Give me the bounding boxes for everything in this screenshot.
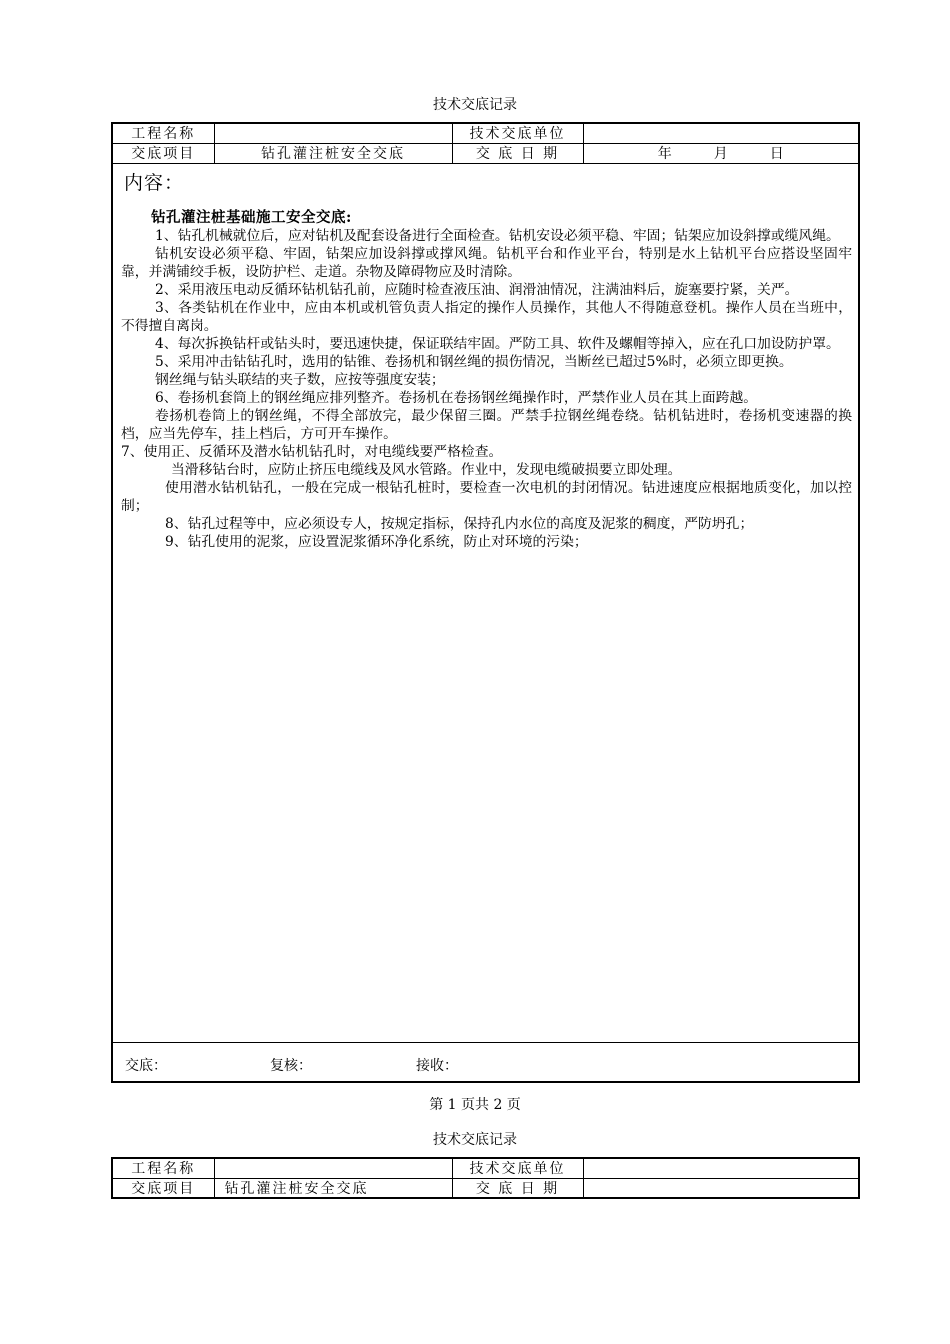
- project-name-label: 工程名称: [113, 124, 214, 144]
- date-label: 交 底 日 期: [452, 144, 583, 164]
- paragraph: 7、使用正、反循环及潜水钻机钻孔时，对电缆线要严格检查。: [121, 444, 503, 460]
- paragraph: 使用潜水钻机钻孔，一般在完成一根钻孔桩时，要检查一次电机的封闭情况。钻进速度应根据地质变化，加以控制；: [121, 480, 852, 514]
- paragraph: 卷扬机卷筒上的钢丝绳，不得全部放完，最少保留三圈。严禁手拉钢丝绳卷绕。钻机钻进时，卷扬机变速器的换档，应当先停车，挂上档后，方可开车操作。: [121, 408, 852, 442]
- page-number: 第 1 页共 2 页: [429, 1097, 521, 1113]
- paragraph: 钢丝绳与钻头联结的夹子数，应按等强度安装；: [155, 372, 445, 388]
- paragraph: 2、采用液压电动反循环钻机钻孔前，应随时检查液压油、润滑油情况，注满油料后，旋塞要拧紧，关严。: [155, 282, 799, 298]
- signature-row: [113, 1042, 858, 1081]
- date-value: [583, 1179, 858, 1199]
- unit-value: [583, 1159, 858, 1179]
- receive-label: 接收：: [416, 1058, 458, 1074]
- date-label: 交 底 日 期: [452, 1179, 583, 1199]
- review-label: 复核：: [270, 1058, 312, 1074]
- content-label: 内容：: [124, 172, 185, 194]
- paragraph: 3、各类钻机在作业中，应由本机或机管负责人指定的操作人员操作，其他人不得随意登机。操作人员在当班中，不得擅自离岗。: [121, 300, 852, 334]
- paragraph: 5、采用冲击钻钻孔时，选用的钻锥、卷扬机和钢丝绳的损伤情况，当断丝已超过5%时，必须立即更换。: [155, 354, 793, 370]
- paragraph: 1、钻孔机械就位后，应对钻机及配套设备进行全面检查。钻机安设必须平稳、牢固；钻架应加设斜撑或缆风绳。: [155, 228, 840, 244]
- unit-value: [583, 124, 858, 144]
- item-value: 钻孔灌注桩安全交底: [214, 1179, 452, 1199]
- disclosure-form: [111, 1157, 860, 1199]
- content-heading: 钻孔灌注桩基础施工安全交底:: [151, 209, 352, 226]
- paragraph: 4、每次拆换钻杆或钻头时，要迅速快捷，保证联结牢固。严防工具、软件及螺帽等掉入，应在孔口加设防护罩。: [155, 336, 840, 352]
- page-title: 技术交底记录: [433, 97, 517, 113]
- paragraph: 8、钻孔过程等中，应必须设专人，按规定指标，保持孔内水位的高度及泥浆的稠度，严防坍孔；: [165, 516, 754, 532]
- project-name-value: [214, 124, 452, 144]
- project-name-label: 工程名称: [113, 1159, 214, 1179]
- item-label: 交底项目: [113, 1179, 214, 1199]
- item-value: 钻孔灌注桩安全交底: [214, 144, 452, 164]
- content-area: [113, 165, 858, 1041]
- paragraph: 9、钻孔使用的泥浆，应设置泥浆循环净化系统，防止对环境的污染；: [165, 534, 588, 550]
- paragraph: 钻机安设必须平稳、牢固，钻架应加设斜撑或撑风绳。钻机平台和作业平台，特别是水上钻机平台应搭设坚固牢靠，并满铺绞手板，设防护栏、走道。杂物及障碍物应及时清除。: [121, 246, 852, 280]
- paragraph: 6、卷扬机套筒上的钢丝绳应排列整齐。卷扬机在卷扬钢丝绳操作时，严禁作业人员在其上面跨越。: [155, 390, 758, 406]
- paragraph: 当滑移钻台时，应防止挤压电缆线及风水管路。作业中，发现电缆破损要立即处理。: [171, 462, 682, 478]
- unit-label: 技术交底单位: [452, 1159, 583, 1179]
- disclosure-form: [111, 122, 860, 1083]
- handover-label: 交底：: [125, 1058, 167, 1074]
- date-value: 年 月 日: [583, 144, 858, 164]
- page-title: 技术交底记录: [433, 1132, 517, 1148]
- project-name-value: [214, 1159, 452, 1179]
- header-table: [113, 124, 858, 164]
- unit-label: 技术交底单位: [452, 124, 583, 144]
- item-label: 交底项目: [113, 144, 214, 164]
- header-table: [113, 1159, 858, 1199]
